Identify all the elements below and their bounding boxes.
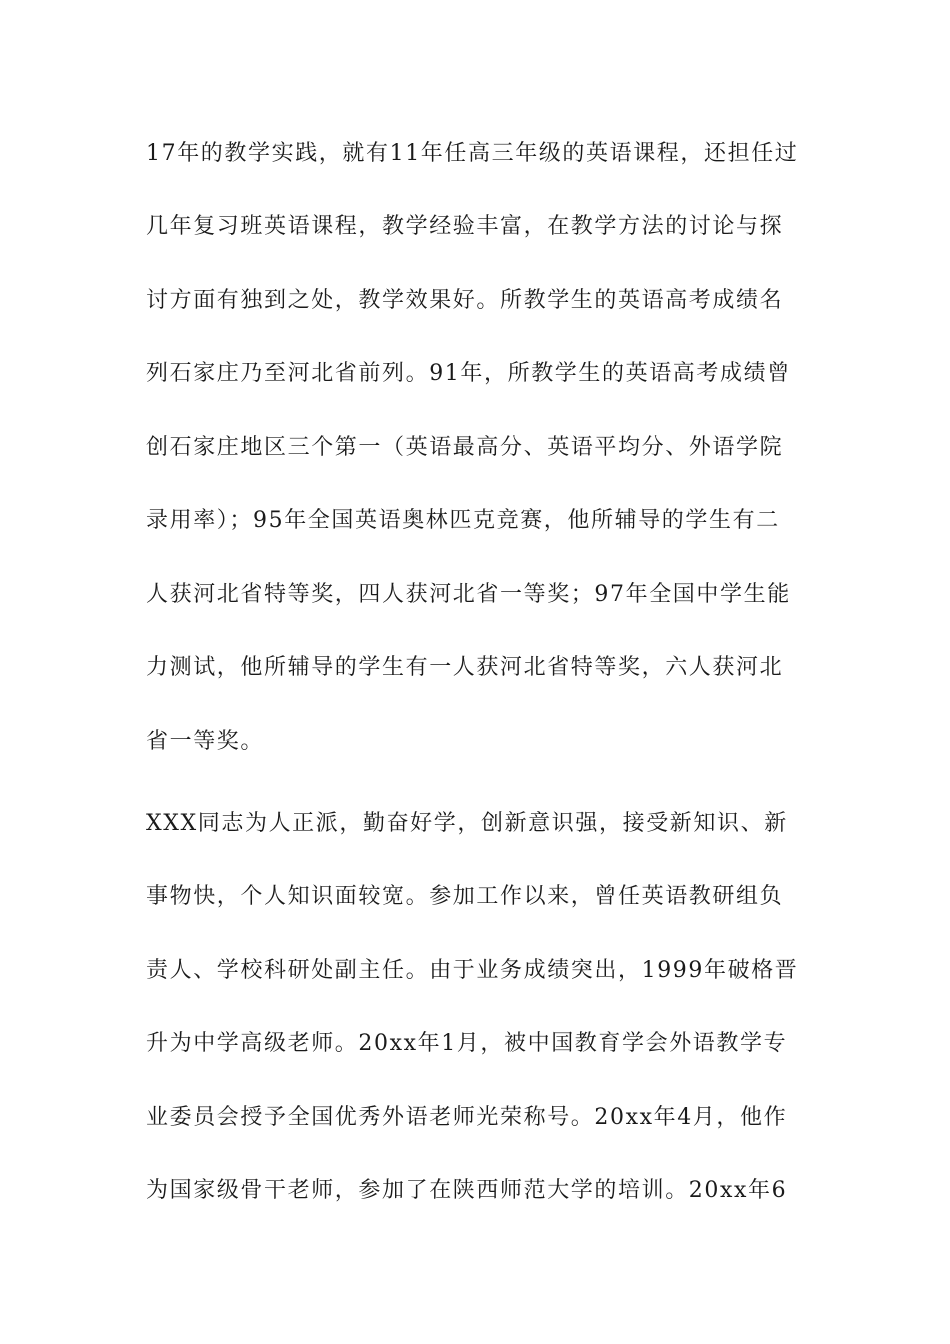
text-line: 讨方面有独到之处，教学效果好。所教学生的英语高考成绩名: [146, 288, 784, 313]
text-line: 几年复习班英语课程，教学经验丰富，在教学方法的讨论与探: [146, 214, 784, 239]
text-line: 升为中学高级老师。20xx年1月，被中国教育学会外语教学专: [146, 1031, 788, 1056]
text-line: 人获河北省特等奖，四人获河北省一等奖；97年全国中学生能: [146, 582, 791, 607]
text-line: 17年的教学实践，就有11年任高三年级的英语课程，还担任过: [146, 141, 799, 166]
text-line: 业委员会授予全国优秀外语老师光荣称号。20xx年4月，他作: [146, 1105, 788, 1130]
text-line: 责人、学校科研处副主任。由于业务成绩突出，1999年破格晋: [146, 958, 799, 983]
text-line: 力测试，他所辅导的学生有一人获河北省特等奖，六人获河北: [146, 655, 784, 680]
text-line: 录用率）；95年全国英语奥林匹克竞赛，他所辅导的学生有二: [146, 508, 780, 533]
text-line: XXX同志为人正派，勤奋好学，创新意识强，接受新知识、新: [146, 811, 788, 836]
text-line: 列石家庄乃至河北省前列。91年，所教学生的英语高考成绩曾: [146, 361, 791, 386]
text-line: 为国家级骨干老师，参加了在陕西师范大学的培训。20xx年6: [146, 1178, 788, 1203]
text-line: 事物快，个人知识面较宽。参加工作以来，曾任英语教研组负: [146, 884, 784, 909]
text-line: 省一等奖。: [146, 729, 265, 754]
text-line: 创石家庄地区三个第一（英语最高分、英语平均分、外语学院: [146, 435, 784, 460]
